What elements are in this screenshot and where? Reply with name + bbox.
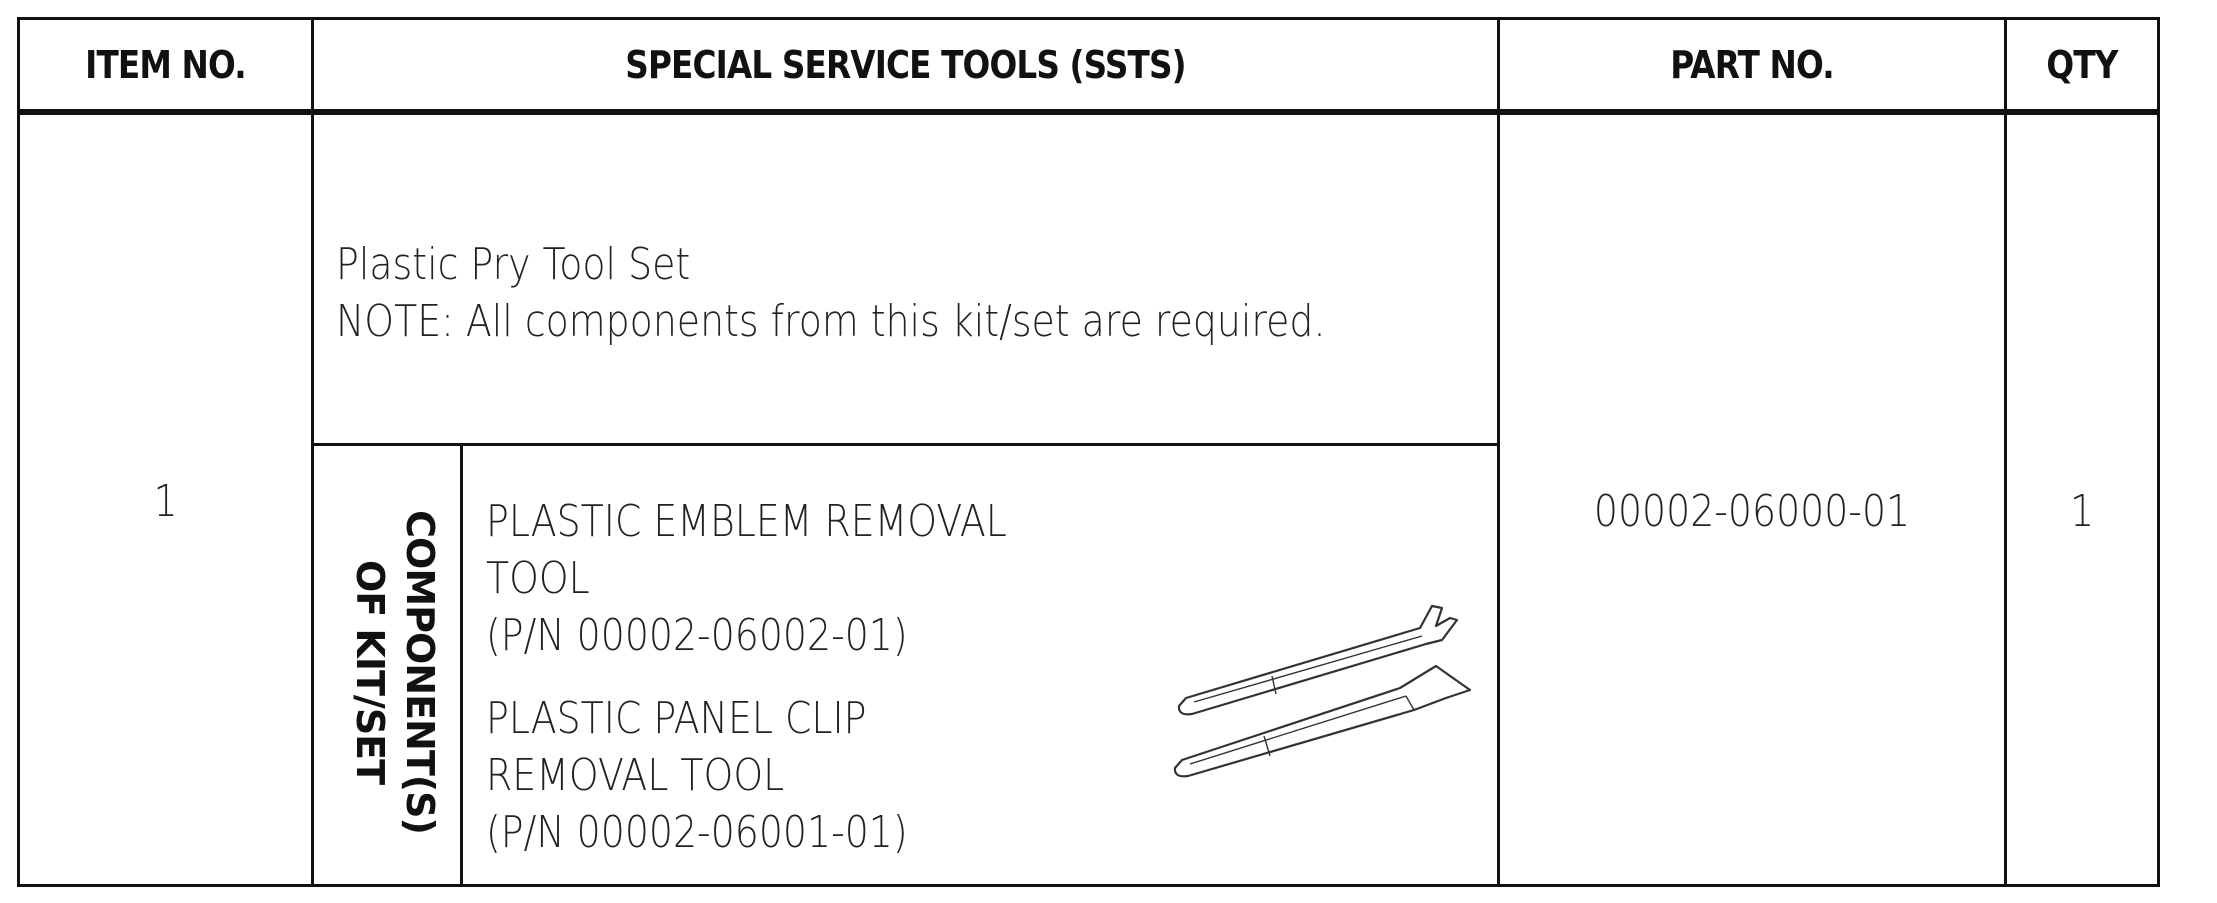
set-name: Plastic Pry Tool Set [336,239,691,290]
column-divider-3 [2004,17,2007,887]
set-components-divider [311,443,1500,446]
components-of-kit-label [320,492,470,852]
component-1-name-line2: TOOL [486,553,590,604]
header-special-service-tools: SPECIAL SERVICE TOOLS (SSTS) [625,42,1186,87]
plastic-pry-tools-icon [1170,570,1500,790]
component-2-part-number: (P/N 00002-06001-01) [486,807,908,858]
component-2-name-line1: PLASTIC PANEL CLIP [486,693,867,744]
header-separator [17,109,2160,115]
quantity: 1 [2069,486,2095,537]
column-divider-1 [311,17,314,887]
header-item-no: ITEM NO. [85,42,246,87]
table-border-bottom [17,884,2160,887]
item-number: 1 [153,476,178,527]
component-2-name-line2: REMOVAL TOOL [486,750,785,801]
set-note: NOTE: All components from this kit/set are required. [336,296,1326,347]
table-border-right [2157,17,2160,887]
header-qty: QTY [2046,42,2118,87]
component-1-name-line1: PLASTIC EMBLEM REMOVAL [486,496,1007,547]
component-1-part-number: (P/N 00002-06002-01) [486,610,908,661]
table-border-left [17,17,20,887]
header-part-no: PART NO. [1670,42,1834,87]
part-number: 00002-06000-01 [1593,486,1911,537]
components-label-line2: OF KIT/SET [348,559,392,785]
components-label-line1: COMPONENT(S) [398,510,442,834]
